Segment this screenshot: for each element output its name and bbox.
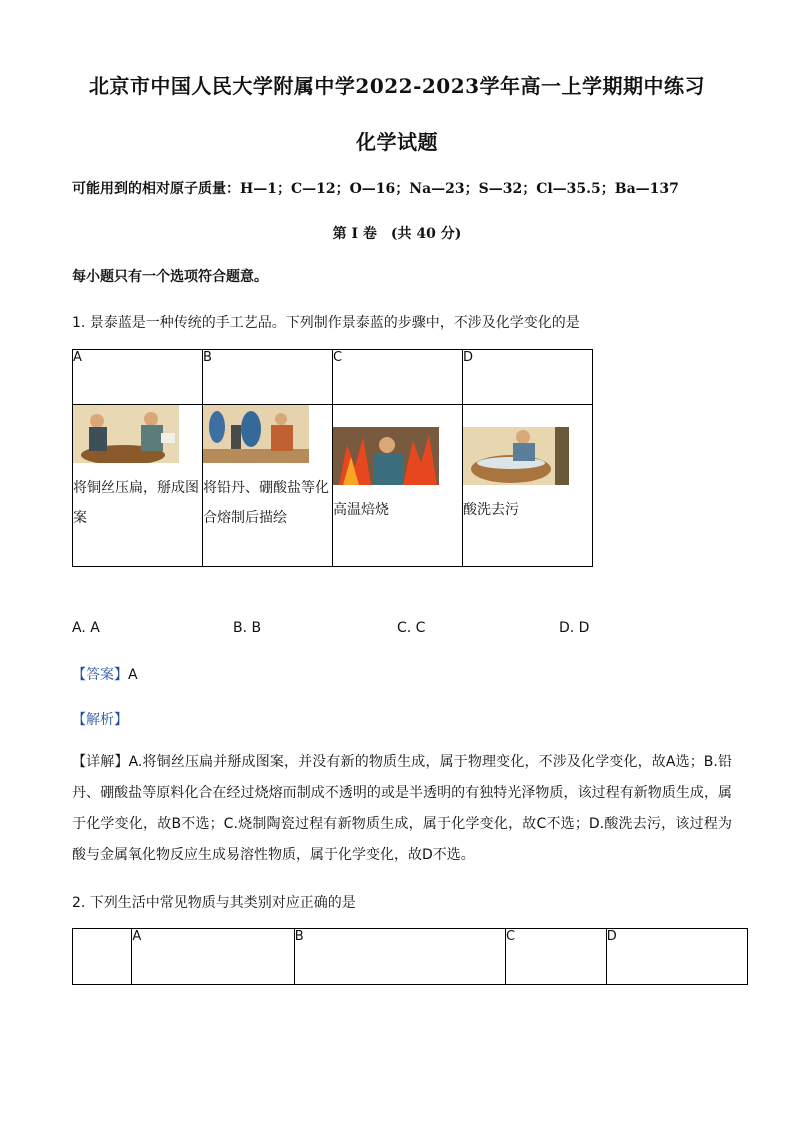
q1-stem: 1. 景泰蓝是一种传统的手工艺品。下列制作景泰蓝的步骤中，不涉及化学变化的是 — [72, 315, 580, 331]
page-subtitle: 化学试题 — [356, 130, 438, 154]
kiln-firing-image — [333, 427, 439, 485]
answer-label: 【答案】 — [72, 667, 128, 683]
answer-value: A — [128, 667, 138, 683]
q1-caption-b: 将铅丹、硼酸盐等化合熔制后描绘 — [203, 480, 329, 526]
q1-analysis — [72, 709, 128, 729]
q1-option-c: C. C — [397, 620, 426, 636]
q1-caption-d: 酸洗去污 — [463, 502, 519, 518]
atomic-mass-line: 可能用到的相对原子质量：H—1；C—12；O—16；Na—23；S—32；Cl—35.5；Ba—137 — [72, 181, 679, 197]
q2-header-c: C — [505, 929, 606, 985]
acid-washing-image — [463, 427, 569, 485]
page-title: 北京市中国人民大学附属中学2022-2023学年高一上学期期中练习 — [88, 74, 706, 98]
detail-label: 【详解】 — [72, 754, 129, 770]
instruction: 每小题只有一个选项符合题意。 — [72, 269, 268, 285]
analysis-label: 【解析】 — [72, 712, 128, 728]
q1-option-a: A. A — [72, 620, 100, 636]
q1-caption-c: 高温焙烧 — [333, 502, 389, 518]
q1-header-b: B — [203, 350, 333, 405]
painting-vases-image — [203, 405, 309, 463]
q1-header-c: C — [333, 350, 463, 405]
detail-text: A.将铜丝压扁并掰成图案，并没有新的物质生成，属于物理变化，不涉及化学变化，故A选；B.铅丹、硼酸盐等原料化合在经过烧熔而制成不透明的或是半透明的有独特光泽物质，该过程有新物质生成，属于化学变化，故B不选；C.烧制陶瓷过程有新物质生成，属于化学变化，故C不选；D.酸洗去污，该过程为酸与金属氧化物反应生成易溶性物质，属于化学变化，故D不选。 — [72, 754, 732, 863]
craftsman-flattening-image — [73, 405, 179, 463]
q2-header-d: D — [606, 929, 747, 985]
q1-option-d: D. D — [559, 620, 590, 636]
q2-header-b: B — [294, 929, 505, 985]
q1-option-b: B. B — [233, 620, 262, 636]
q1-cell-b — [203, 405, 333, 567]
q1-cell-d — [463, 405, 593, 567]
q2-table — [72, 928, 748, 985]
q2-stem: 2. 下列生活中常见物质与其类别对应正确的是 — [72, 895, 356, 911]
q1-header-a: A — [73, 350, 203, 405]
q1-detail — [72, 747, 732, 871]
q1-cell-c — [333, 405, 463, 567]
q1-answer — [72, 664, 138, 684]
q1-caption-a: 将铜丝压扁，掰成图案 — [73, 480, 199, 526]
q2-header-blank — [73, 929, 132, 985]
q1-cell-a — [73, 405, 203, 567]
q1-header-d: D — [463, 350, 593, 405]
q2-header-a: A — [132, 929, 294, 985]
q1-table — [72, 349, 593, 567]
section-title: 第 I 卷 (共 40 分) — [332, 226, 462, 242]
